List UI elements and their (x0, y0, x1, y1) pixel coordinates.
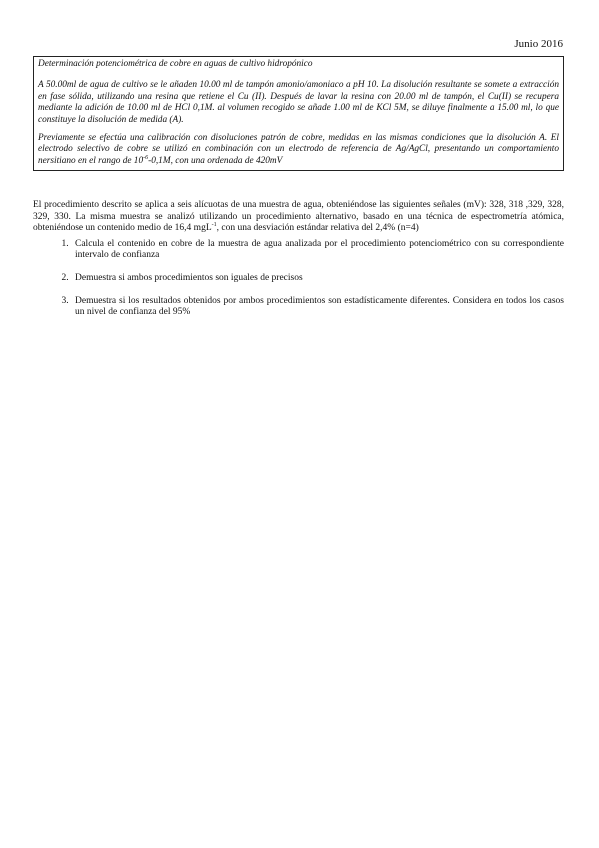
question-item: 2. Demuestra si ambos procedimientos son iguales de precisos (71, 273, 564, 285)
problem-body (33, 200, 564, 330)
question-item: 1. Calcula el contenido en cobre de la muestra de agua analizada por el procedimiento potenciométrico con su correspondiente intervalo de confianza (71, 239, 564, 262)
question-item: 3. Demuestra si los resultados obtenidos por ambos procedimientos son estadísticamente diferentes. Considera en todos los casos un nivel de confianza del 95% (71, 296, 564, 319)
calibration-text-end: -0,1M, con una ordenada de 420mV (148, 155, 283, 166)
intro-paragraph (33, 200, 564, 235)
problem-title: Determinación potenciométrica de cobre en aguas de cultivo hidropónico (38, 59, 313, 69)
question-list (33, 239, 564, 319)
calibration-paragraph (38, 133, 559, 167)
procedure-paragraph: A 50.00ml de agua de cultivo se le añaden 10.00 ml de tampón amonio/amoniaco a pH 10. La disolución resultante se somete a extracción en fase sólida, utilizando una resina que retiene el Cu (II). Después de lavar la resina con 20.00 ml de tampón, el Cu(II) se recupera mediante la adición de 10.00 ml de HCl 0,1M. al volumen recogido se añade 1.00 ml de KCl 5M, se diluye finalmente a 15.00 ml, lo que constituye la disolución de medida (A). (38, 80, 559, 125)
problem-statement-box (33, 56, 564, 171)
intro-text-end: , con una desviación estándar relativa del 2,4% (n=4) (216, 223, 419, 234)
intro-text: El procedimiento descrito se aplica a seis alícuotas de una muestra de agua, obteniéndose las siguientes señales (mV): 328, 318 ,329, 328, 329, 330. La misma muestra se analizó utilizando un procedimiento alternativo, basado en una técnica de espectrometría atómica, obteniéndose un contenido medio de 16,4 mgL (33, 200, 564, 234)
calibration-exponent: -6 (143, 154, 149, 161)
calibration-text: Previamente se efectúa una calibración con disoluciones patrón de cobre, medidas en las mismas condiciones que la disolución A. El electrodo selectivo de cobre se utilizó en combinación con un electrodo de referencia de Ag/AgCl, presentando un comportamiento nersitiano en el rango de 10 (38, 133, 559, 166)
exam-date: Junio 2016 (514, 38, 563, 50)
intro-exponent: -1 (211, 222, 217, 229)
